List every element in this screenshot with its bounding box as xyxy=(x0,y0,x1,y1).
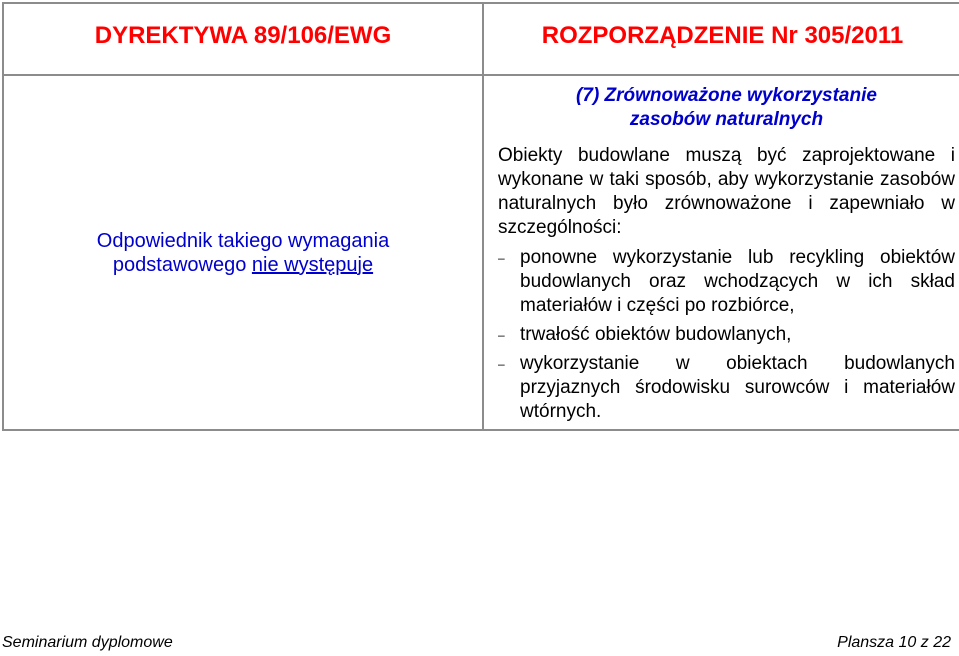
bullet-text: wykorzystanie w obiektach budowlanych przyjaznych środowisku surowców i materiałów wtórnych. xyxy=(520,353,955,422)
left-body-line2-prefix: podstawowego xyxy=(112,253,252,276)
subheading-line1: (7) Zrównoważone wykorzystanie xyxy=(576,85,877,106)
left-body-line2-underlined: nie występuje xyxy=(251,253,374,276)
requirement-paragraph: Obiekty budowlane muszą być zaprojektowane i wykonane w taki sposób, aby wykorzystanie zasobów naturalnych było zrównoważone i zapewniało w szczególności: xyxy=(498,145,955,238)
right-body-cell xyxy=(483,75,959,430)
bullet-item xyxy=(498,352,955,424)
body-row xyxy=(3,75,959,430)
bullet-item xyxy=(498,246,955,318)
bullet-text: ponowne wykorzystanie lub recykling obiektów budowlanych oraz wchodzących w ich skład materiałów i części po rozbiórce, xyxy=(520,247,955,316)
footer-slide-number: Plansza 10 z 22 xyxy=(837,634,951,651)
comparison-table xyxy=(2,2,959,431)
footer-seminar-label: Seminarium dyplomowe xyxy=(2,634,173,651)
left-body-line1: Odpowiednik takiego wymagania xyxy=(96,229,390,252)
right-header: ROZPORZĄDZENIE Nr 305/2011 xyxy=(483,3,959,75)
left-body-cell xyxy=(3,75,483,430)
bullet-dash: – xyxy=(498,357,505,371)
bullet-dash: – xyxy=(498,251,505,265)
bullet-item xyxy=(498,323,955,347)
header-row xyxy=(3,3,959,75)
bullet-dash: – xyxy=(498,328,505,342)
requirement-subheading xyxy=(498,84,955,132)
left-header: DYREKTYWA 89/106/EWG xyxy=(3,3,483,75)
bullet-text: trwałość obiektów budowlanych, xyxy=(520,324,792,345)
subheading-line2: zasobów naturalnych xyxy=(629,109,824,130)
left-body-line2 xyxy=(4,253,482,277)
